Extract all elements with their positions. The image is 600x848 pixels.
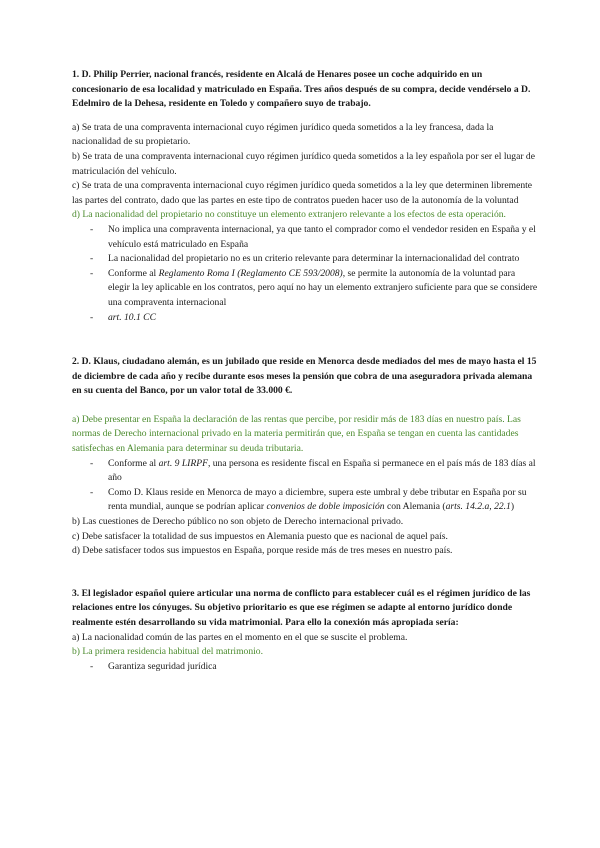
note-item bbox=[72, 267, 538, 311]
question-3-title: 3. El legislador español quiere articular una norma de conflicto para establecer cuál es el régimen jurídico de las relaciones entre los cónyuges. Su objetivo prioritario es que ese régimen se adapte al entorno jurídico donde realmente estén desarrollando su vida matrimonial. Para ello la conexión más apropiada sería: bbox=[72, 587, 531, 628]
note-item: - No implica una compraventa internacional, ya que tanto el comprador como el vendedor residen en España y el vehículo está matriculado en España bbox=[72, 223, 538, 252]
question-1-option-b: b) Se trata de una compraventa internacional cuyo régimen jurídico queda sometidos a la ley española por ser el lugar de matriculación del vehículo. bbox=[72, 150, 535, 177]
treaty-reference: convenios de doble imposición bbox=[266, 501, 385, 513]
note-text: , una persona es residente fiscal en España si permanece en el país más de 183 días al año bbox=[108, 457, 536, 484]
question-3 bbox=[72, 587, 538, 675]
question-1-option-d-correct: d) La nacionalidad del propietario no constituye un elemento extranjero relevante a los efectos de esta operación. bbox=[72, 209, 506, 221]
question-3-option-b-correct: b) La primera residencia habitual del matrimonio. bbox=[72, 646, 264, 658]
note-item bbox=[72, 311, 538, 326]
question-2-title: 2. D. Klaus, ciudadano alemán, es un jubilado que reside en Menorca desde mediados del mes de mayo hasta el 15 de diciembre de cada año y recibe durante esos meses la pensión que cobra de una aseguradora privada alemana en su cuenta del Banco, por un valor total de 33.000 €. bbox=[72, 356, 537, 397]
note-text: Conforme al bbox=[108, 267, 159, 279]
note-text: Como D. Klaus reside en Menorca de mayo a diciembre, supera este umbral y debe tributar en España por su renta mundial, aunque se podrían aplicar bbox=[108, 486, 527, 513]
article-reference: art. 9 LIRPF bbox=[158, 457, 208, 469]
question-2-option-a-correct: a) Debe presentar en España la declaración de las rentas que percibe, por residir más de 183 días en nuestro país. Las normas de Derecho internacional privado en la materia permitirán que, en España se tengan en cuenta las cantidades satisfechas en Alemania para determinar su deuda tributaria. bbox=[72, 413, 521, 455]
article-reference: art. 10.1 CC bbox=[108, 311, 156, 323]
question-2-notes bbox=[72, 457, 538, 515]
note-item: - Garantiza seguridad jurídica bbox=[72, 660, 538, 675]
question-1-option-c: c) Se trata de una compraventa internacional cuyo régimen jurídico queda sometidos a la ley que determinen libremente las partes del contrato, dado que las partes en este tipo de contratos pueden hacer uso de la autonomía de la voluntad bbox=[72, 180, 533, 206]
question-2-option-b: b) Las cuestiones de Derecho público no son objeto de Derecho internacional privado. bbox=[72, 516, 404, 528]
question-3-notes bbox=[72, 660, 538, 675]
question-1-notes bbox=[72, 223, 538, 325]
note-text: ) bbox=[510, 501, 515, 513]
question-1-option-a: a) Se trata de una compraventa internacional cuyo régimen jurídico queda sometidos a la ley francesa, dada la nacionalidad de su propietario. bbox=[72, 121, 494, 148]
regulation-reference: Reglamento Roma I (Reglamento CE 593/2008) bbox=[158, 267, 343, 279]
note-item bbox=[72, 457, 538, 486]
question-2-option-c: c) Debe satisfacer la totalidad de sus impuestos en Alemania puesto que es nacional de aquel país. bbox=[72, 530, 448, 542]
note-item bbox=[72, 486, 538, 515]
question-3-option-a: a) La nacionalidad común de las partes en el momento en el que se suscite el problema. bbox=[72, 631, 408, 643]
question-2-option-d: d) Debe satisfacer todos sus impuestos en España, porque reside más de tres meses en nuestro país. bbox=[72, 545, 453, 557]
question-1-title: 1. D. Philip Perrier, nacional francés, residente en Alcalá de Henares posee un coche adquirido en un concesionario de esa localidad y matriculado en España. Tres años después de su compra, decide vendérselo a D. Edelmiro de la Dehesa, residente en Toledo y compañero suyo de trabajo. bbox=[72, 69, 531, 110]
article-reference: arts. 14.2.a, 22.1 bbox=[445, 501, 511, 513]
note-text: Conforme al bbox=[108, 457, 159, 469]
note-text: , se permite la autonomía de la voluntad para elegir la ley aplicable en los contratos, pero aquí no hay un elemento extranjero suficiente para que se considere una compraventa internacional bbox=[108, 267, 538, 308]
note-text: con Alemania ( bbox=[384, 501, 446, 513]
question-1 bbox=[72, 68, 538, 325]
question-2 bbox=[72, 355, 538, 559]
note-item: - La nacionalidad del propietario no es un criterio relevante para determinar la internacionalidad del contrato bbox=[72, 252, 538, 267]
